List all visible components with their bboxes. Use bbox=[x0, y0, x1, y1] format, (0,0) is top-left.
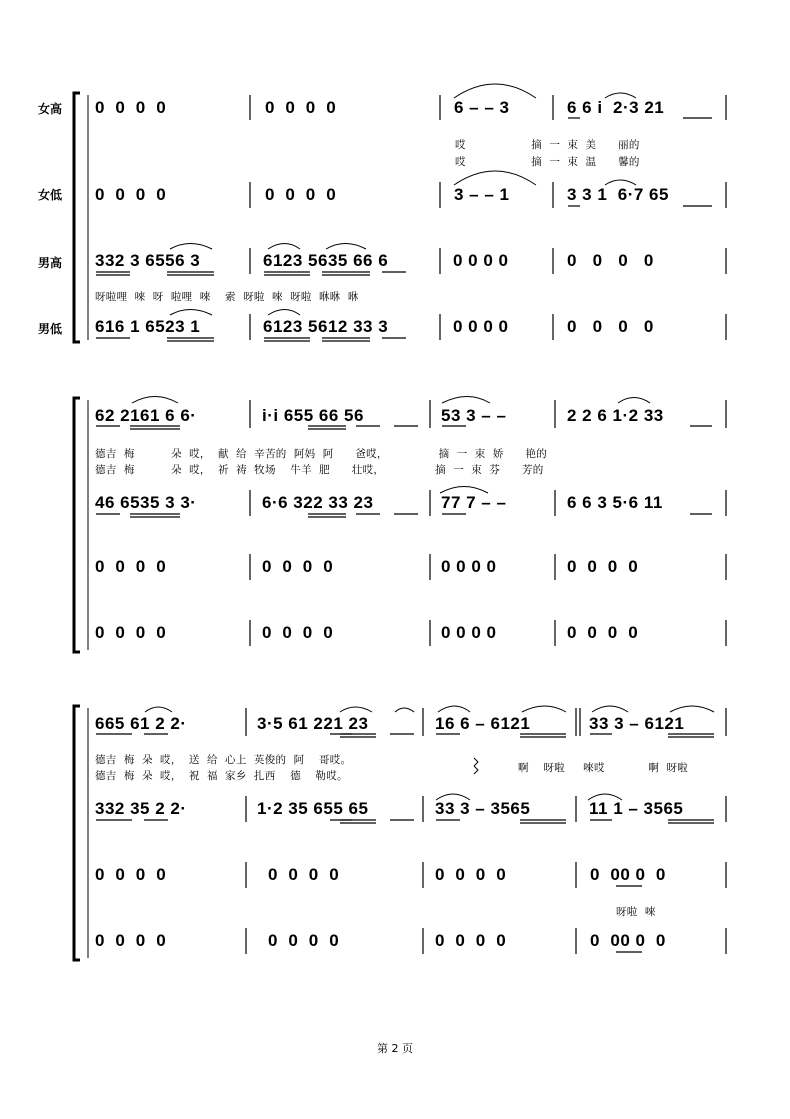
measure: 0 0 0 0 bbox=[435, 865, 507, 884]
measure: 77 7 – – bbox=[441, 493, 507, 512]
measure: 33 3 – 6121 bbox=[589, 714, 685, 733]
measure: 0 0 0 0 bbox=[441, 623, 497, 642]
measure: 3·5 61 221 23 bbox=[257, 714, 369, 733]
measure: 0 0 0 0 bbox=[95, 931, 167, 950]
measure: 0 0 0 0 bbox=[453, 317, 509, 336]
measure: 0 0 0 0 bbox=[95, 98, 167, 117]
measure: 3 – – 1 bbox=[454, 185, 510, 204]
measure: 332 3 6556 3 bbox=[95, 251, 201, 270]
measure: 665 61 2 2· bbox=[95, 714, 187, 733]
lyric-line: 德吉 梅 朵 哎， 献 给 辛苦的 阿妈 阿 爸哎， 摘 一 束 娇 艳的 bbox=[95, 448, 548, 460]
measure: 0 0 0 0 bbox=[265, 185, 337, 204]
page-number: 第 2 页 bbox=[377, 1042, 413, 1055]
measure: 0 0 0 0 bbox=[567, 251, 654, 270]
measure: 0 00 0 0 bbox=[590, 865, 666, 884]
measure: 1·2 35 655 65 bbox=[257, 799, 369, 818]
measure: 332 35 2 2· bbox=[95, 799, 187, 818]
measure: 16 6 – 6121 bbox=[435, 714, 531, 733]
measure: 6 6 3 5·6 11 bbox=[567, 493, 663, 512]
measure: 6123 5612 33 3 bbox=[263, 317, 389, 336]
measure: 6·6 322 33 23 bbox=[262, 493, 374, 512]
lyric-line: 德吉 梅 朵 哎， 祝 福 家乡 扎西 德 勒哎。 bbox=[95, 770, 348, 782]
measure: 0 0 0 0 bbox=[262, 623, 334, 642]
lyric-line: 啊 呀啦 唻哎 啊 呀啦 bbox=[518, 762, 689, 774]
part-label-alto: 女低 bbox=[38, 188, 63, 202]
measure: 0 0 0 0 bbox=[268, 865, 340, 884]
measure: 0 0 0 0 bbox=[265, 98, 337, 117]
measure: 616 1 6523 1 bbox=[95, 317, 201, 336]
measure: 2 2 6 1·2 33 bbox=[567, 406, 664, 425]
measure: 0 0 0 0 bbox=[95, 557, 167, 576]
brace-system-3 bbox=[74, 706, 80, 960]
measure: 33 3 – 3565 bbox=[435, 799, 531, 818]
part-label-bass: 男低 bbox=[38, 322, 63, 336]
measure: 53 3 – – bbox=[441, 406, 507, 425]
measure: 3 3 1 6·7 65 bbox=[567, 185, 669, 204]
measure: 6123 5635 66 6 bbox=[263, 251, 389, 270]
measure: i·i 655 66 56 bbox=[262, 406, 364, 425]
measure: 46 6535 3 3· bbox=[95, 493, 197, 512]
lyric-line: 呀啦 唻 bbox=[616, 906, 656, 918]
measure: 0 00 0 0 bbox=[590, 931, 666, 950]
measure: 0 0 0 0 bbox=[567, 557, 639, 576]
lyric-line: 德吉 梅 朵 哎， 祈 祷 牧场 牛羊 肥 壮哎， 摘 一 束 芬 芳的 bbox=[95, 464, 544, 476]
measure: 0 0 0 0 bbox=[95, 865, 167, 884]
measure: 0 0 0 0 bbox=[453, 251, 509, 270]
measure: 0 0 0 0 bbox=[567, 317, 654, 336]
measure: 0 0 0 0 bbox=[441, 557, 497, 576]
measure: 6 – – 3 bbox=[454, 98, 510, 117]
measure: 11 1 – 3565 bbox=[589, 799, 684, 818]
brace-system-2 bbox=[74, 398, 80, 652]
measure: 0 0 0 0 bbox=[435, 931, 507, 950]
measure: 0 0 0 0 bbox=[95, 623, 167, 642]
measure: 0 0 0 0 bbox=[262, 557, 334, 576]
lyric-line: 呀啦哩 唻 呀 啦哩 唻 索 呀啦 唻 呀啦 咻咻 咻 bbox=[95, 291, 359, 303]
measure: 0 0 0 0 bbox=[567, 623, 639, 642]
lyric-line: 哎 摘 一 束 温 馨的 bbox=[455, 156, 640, 168]
measure: 62 2161 6 6· bbox=[95, 406, 197, 425]
lyric-line: 哎 摘 一 束 美 丽的 bbox=[455, 139, 640, 151]
measure: 0 0 0 0 bbox=[95, 185, 167, 204]
brace-system-1 bbox=[74, 93, 80, 342]
lyric-line: 德吉 梅 朵 哎， 送 给 心上 英俊的 阿 哥哎。 bbox=[95, 754, 352, 766]
measure: 0 0 0 0 bbox=[268, 931, 340, 950]
measure: 6 6 i 2·3 21 bbox=[567, 98, 665, 117]
part-label-tenor: 男高 bbox=[38, 256, 63, 270]
part-label-soprano: 女高 bbox=[38, 102, 63, 116]
